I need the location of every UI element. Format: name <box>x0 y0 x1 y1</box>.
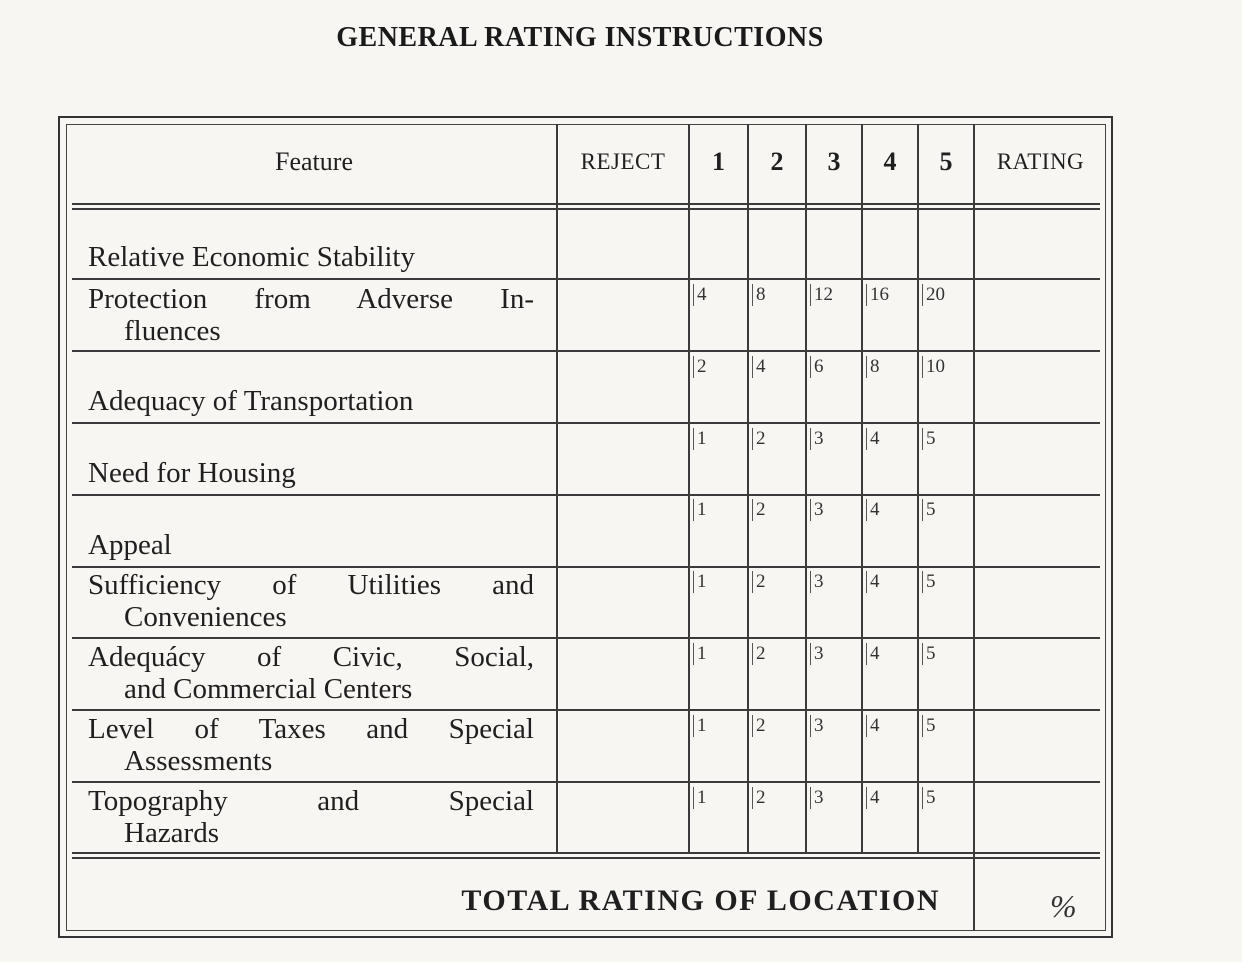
point-value: 12 <box>810 284 833 306</box>
row-separator <box>72 637 1100 639</box>
point-value: 1 <box>693 571 707 593</box>
footer-rule <box>72 852 1100 854</box>
point-value: 2 <box>693 356 707 378</box>
point-value: 1 <box>693 428 707 450</box>
point-value: 3 <box>810 428 824 450</box>
header-col-1: 1 <box>712 147 725 176</box>
header-rule <box>72 203 1100 205</box>
row-separator <box>72 278 1100 280</box>
point-value: 2 <box>752 428 766 450</box>
column-divider <box>556 124 558 852</box>
point-value: 3 <box>810 571 824 593</box>
feature-adequacy-of-civic-centers: Adequácy of Civic, Social, and Commercial Centers <box>88 641 534 705</box>
column-divider <box>973 124 975 931</box>
point-value: 6 <box>810 356 824 378</box>
row-separator <box>72 494 1100 496</box>
point-value: 20 <box>922 284 945 306</box>
feature-adequacy-of-transportation: Adequacy of Transportation <box>88 385 414 417</box>
point-value: 2 <box>752 787 766 809</box>
point-value: 2 <box>752 499 766 521</box>
row-separator <box>72 709 1100 711</box>
point-value: 1 <box>693 787 707 809</box>
point-value: 1 <box>693 715 707 737</box>
point-value: 4 <box>752 356 766 378</box>
point-value: 2 <box>752 715 766 737</box>
row-separator <box>72 422 1100 424</box>
column-divider <box>747 124 749 852</box>
header-rating: RATING <box>996 149 1085 174</box>
feature-protection-from-adverse-influences: Protection from Adverse In- fluences <box>88 283 534 347</box>
point-value: 4 <box>866 571 880 593</box>
header-col-2: 2 <box>770 147 784 176</box>
header-col-5: 5 <box>939 147 953 176</box>
header-reject: REJECT <box>580 149 666 174</box>
total-rating-label: TOTAL RATING OF LOCATION <box>461 884 940 917</box>
feature-need-for-housing: Need for Housing <box>88 457 296 489</box>
column-divider <box>805 124 807 852</box>
row-separator <box>72 350 1100 352</box>
point-value: 5 <box>922 499 936 521</box>
point-value: 5 <box>922 787 936 809</box>
feature-level-of-taxes: Level of Taxes and Special Assessments <box>88 713 534 777</box>
header-col-4: 4 <box>883 147 897 176</box>
page-title: GENERAL RATING INSTRUCTIONS <box>336 22 824 53</box>
point-value: 10 <box>922 356 945 378</box>
footer-rule <box>72 857 1100 859</box>
point-value: 2 <box>752 571 766 593</box>
header-col-3: 3 <box>827 147 841 176</box>
point-value: 1 <box>693 643 707 665</box>
point-value: 5 <box>922 715 936 737</box>
point-value: 4 <box>866 428 880 450</box>
header-rule <box>72 208 1100 210</box>
point-value: 4 <box>693 284 707 306</box>
point-value: 5 <box>922 428 936 450</box>
column-divider <box>917 124 919 852</box>
row-separator <box>72 566 1100 568</box>
point-value: 4 <box>866 499 880 521</box>
point-value: 8 <box>752 284 766 306</box>
header-feature: Feature <box>275 147 353 176</box>
point-value: 3 <box>810 499 824 521</box>
row-separator <box>72 781 1100 783</box>
point-value: 5 <box>922 643 936 665</box>
column-divider <box>861 124 863 852</box>
point-value: 3 <box>810 787 824 809</box>
point-value: 2 <box>752 643 766 665</box>
point-value: 3 <box>810 715 824 737</box>
column-divider <box>688 124 690 852</box>
feature-sufficiency-of-utilities: Sufficiency of Utilities and Conveniences <box>88 569 534 633</box>
point-value: 8 <box>866 356 880 378</box>
point-value: 3 <box>810 643 824 665</box>
feature-appeal: Appeal <box>88 529 172 561</box>
point-value: 16 <box>866 284 889 306</box>
feature-topography-and-hazards: Topography and Special Hazards <box>88 785 534 849</box>
point-value: 4 <box>866 715 880 737</box>
point-value: 1 <box>693 499 707 521</box>
point-value: 5 <box>922 571 936 593</box>
point-value: 4 <box>866 787 880 809</box>
feature-relative-economic-stability: Relative Economic Stability <box>88 241 415 273</box>
point-value: 4 <box>866 643 880 665</box>
total-rating-percent: % <box>1050 888 1077 924</box>
